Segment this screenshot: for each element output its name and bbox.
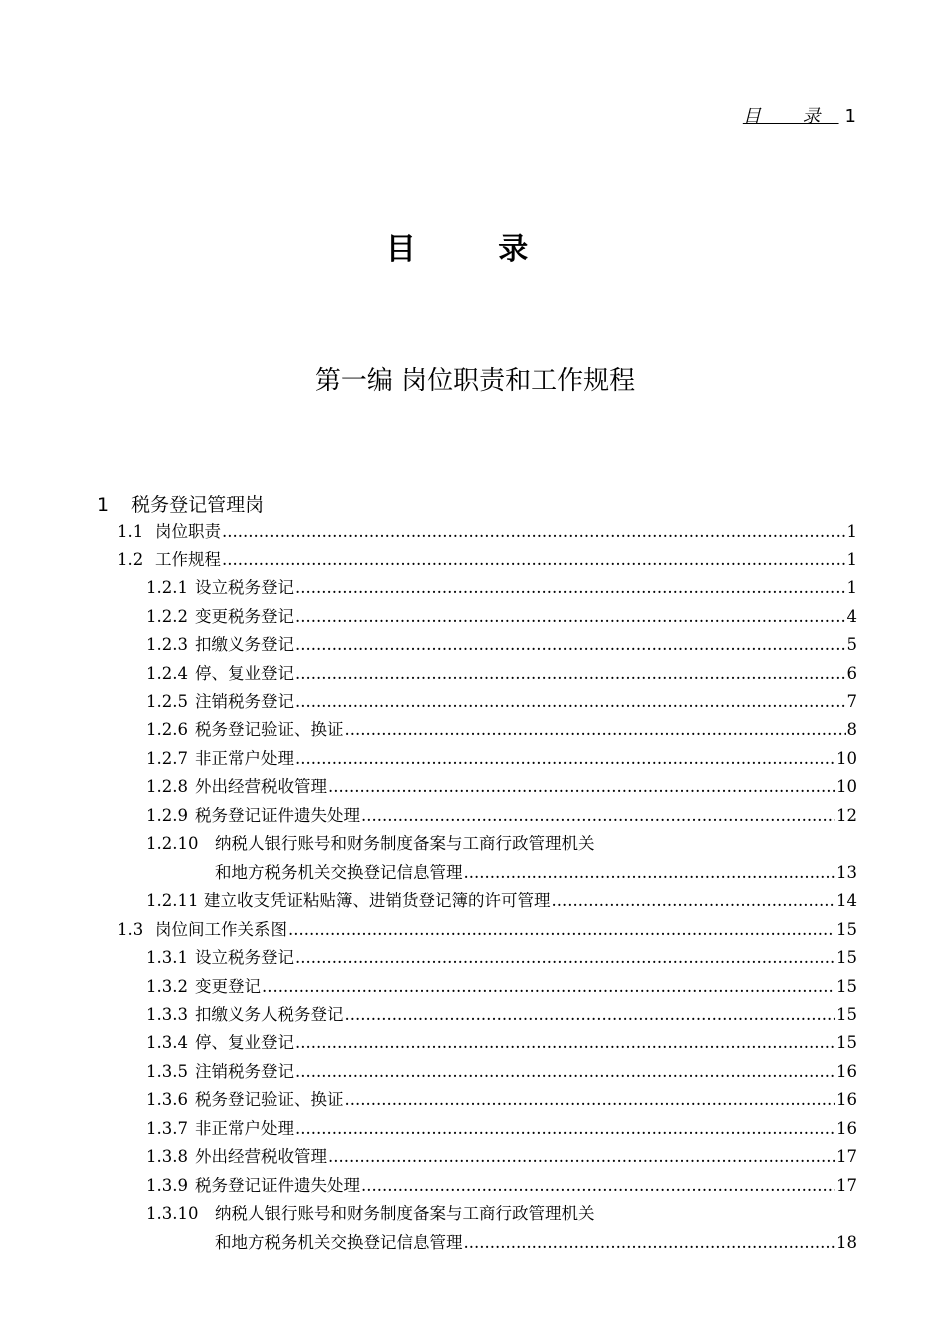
toc-leader: [552, 887, 836, 915]
toc-entry-title: 扣缴义务登记: [195, 635, 294, 654]
toc-entry-number: 1.3.7: [146, 1119, 188, 1138]
toc-entry-title: 设立税务登记: [195, 948, 294, 967]
toc-entry-page: 15: [836, 920, 857, 939]
toc-entry[interactable]: [117, 916, 857, 944]
toc-entry-number: 1.3.9: [146, 1176, 188, 1195]
chapter-number: 1: [97, 494, 110, 516]
toc-entry-title: 和地方税务机关交换登记信息管理: [215, 863, 463, 882]
toc-entry[interactable]: [146, 1200, 595, 1228]
toc-entry-page: 14: [836, 891, 857, 910]
toc-entry-page: 13: [836, 863, 857, 882]
toc-entry[interactable]: [146, 603, 857, 631]
toc-entry-number: 1.2: [117, 550, 144, 569]
toc-entry[interactable]: [146, 631, 857, 659]
toc-entry[interactable]: [146, 802, 857, 830]
toc-entry-page: 15: [836, 977, 857, 996]
toc-entry[interactable]: [117, 546, 857, 574]
toc-entry-number: 1.2.9: [146, 806, 188, 825]
toc-entry[interactable]: [146, 1001, 857, 1029]
toc-leader: [464, 1229, 836, 1257]
toc-entry[interactable]: [146, 1058, 857, 1086]
toc-entry-number: 1.2.4: [146, 664, 188, 683]
toc-entry[interactable]: [146, 830, 595, 858]
toc-entry-title: 工作规程: [155, 550, 221, 569]
toc-leader: [295, 1115, 835, 1143]
toc-entry-number: 1.2.3: [146, 635, 188, 654]
toc-leader: [295, 574, 846, 602]
toc-entry-title: 注销税务登记: [195, 692, 294, 711]
toc-entry-page: 15: [836, 1033, 857, 1052]
toc-entry-title: 设立税务登记: [195, 578, 294, 597]
toc-entry-title: 纳税人银行账号和财务制度备案与工商行政管理机关: [215, 1204, 595, 1223]
toc-entry[interactable]: [146, 660, 857, 688]
toc-entry-page: 15: [836, 1005, 857, 1024]
toc-entry-continuation[interactable]: [215, 859, 857, 887]
toc-entry-number: 1.2.10: [146, 834, 199, 853]
toc-leader: [295, 660, 846, 688]
toc-entry-number: 1.2.7: [146, 749, 188, 768]
toc-entry[interactable]: [146, 973, 857, 1001]
toc-entry[interactable]: [117, 518, 857, 546]
toc-leader: [345, 716, 846, 744]
toc-entry-number: 1.3.10: [146, 1204, 199, 1223]
toc-entry-title: 纳税人银行账号和财务制度备案与工商行政管理机关: [215, 834, 595, 853]
toc-entry-page: 17: [836, 1147, 857, 1166]
toc-entry-page: 15: [836, 948, 857, 967]
toc-entry-number: 1.2.1: [146, 578, 188, 597]
toc-entry-number: 1.3.2: [146, 977, 188, 996]
toc-entry-page: 10: [836, 749, 857, 768]
toc-leader: [295, 688, 846, 716]
toc-entry-title: 扣缴义务人税务登记: [195, 1005, 344, 1024]
toc-entry-number: 1.3.8: [146, 1147, 188, 1166]
toc-entry-page: 10: [836, 777, 857, 796]
toc-entry-number: 1.3.4: [146, 1033, 188, 1052]
toc-leader: [361, 802, 835, 830]
toc-entry[interactable]: [146, 1172, 857, 1200]
toc-entry-page: 18: [836, 1233, 857, 1252]
toc-entry[interactable]: [146, 944, 857, 972]
toc-entry-number: 1.2.5: [146, 692, 188, 711]
toc-entry-number: 1.3.6: [146, 1090, 188, 1109]
toc-entry-title: 和地方税务机关交换登记信息管理: [215, 1233, 463, 1252]
chapter-heading: [97, 490, 264, 517]
toc-entry-page: 1: [846, 550, 857, 569]
toc-entry-page: 17: [836, 1176, 857, 1195]
toc-entry[interactable]: [146, 773, 857, 801]
toc-leader: [295, 745, 835, 773]
toc-entry-title: 建立收支凭证粘贴簿、进销货登记簿的许可管理: [204, 891, 551, 910]
toc-entry-title: 税务登记验证、换证: [195, 1090, 344, 1109]
toc-entry-number: 1.2.11: [146, 891, 199, 910]
toc-entry-title: 税务登记证件遗失处理: [195, 806, 360, 825]
toc-entry-title: 注销税务登记: [195, 1062, 294, 1081]
toc-entry-title: 停、复业登记: [195, 664, 294, 683]
toc-leader: [361, 1172, 835, 1200]
toc-entry[interactable]: [146, 745, 857, 773]
toc-entry-title: 税务登记验证、换证: [195, 720, 344, 739]
page-title: 目 录: [385, 232, 565, 267]
toc-entry-title: 外出经营税收管理: [195, 1147, 327, 1166]
toc-entry-page: 1: [846, 578, 857, 597]
toc-leader: [288, 916, 835, 944]
toc-entry-number: 1.3: [117, 920, 144, 939]
toc-entry-page: 16: [836, 1062, 857, 1081]
toc-entry-number: 1.2.6: [146, 720, 188, 739]
toc-entry[interactable]: [146, 574, 857, 602]
toc-entry-number: 1.3.1: [146, 948, 188, 967]
toc-entry-title: 岗位职责: [155, 522, 221, 541]
running-header-title: 目 录: [742, 106, 839, 127]
toc-entry-page: 16: [836, 1119, 857, 1138]
part-title: 第一编 岗位职责和工作规程: [314, 366, 636, 396]
toc-entry-title: 变更登记: [195, 977, 261, 996]
running-header: [700, 102, 856, 128]
toc-entry-continuation[interactable]: [215, 1229, 857, 1257]
toc-leader: [295, 1058, 835, 1086]
toc-leader: [328, 773, 835, 801]
toc-entry[interactable]: [146, 1029, 857, 1057]
toc-leader: [345, 1086, 836, 1114]
toc-leader: [295, 631, 846, 659]
toc-leader: [295, 1029, 835, 1057]
toc-entry-page: 12: [836, 806, 857, 825]
toc-entry-number: 1.3.5: [146, 1062, 188, 1081]
toc-leader: [295, 944, 835, 972]
toc-entry-title: 非正常户处理: [195, 1119, 294, 1138]
toc-entry-page: 5: [846, 635, 857, 654]
toc-entry-title: 外出经营税收管理: [195, 777, 327, 796]
running-header-page: 1: [844, 106, 856, 127]
toc-entry[interactable]: [146, 1143, 857, 1171]
toc-entry-number: 1.2.2: [146, 607, 188, 626]
toc-entry-number: 1.2.8: [146, 777, 188, 796]
toc-leader: [328, 1143, 835, 1171]
chapter-title: 税务登记管理岗: [131, 494, 265, 516]
toc-entry-title: 税务登记证件遗失处理: [195, 1176, 360, 1195]
toc-entry-number: 1.1: [117, 522, 144, 541]
toc-entry-page: 6: [846, 664, 857, 683]
toc-entry-number: 1.3.3: [146, 1005, 188, 1024]
toc-entry[interactable]: [146, 1086, 857, 1114]
toc-entry-page: 1: [846, 522, 857, 541]
toc-entry-page: 7: [846, 692, 857, 711]
toc-entry-page: 8: [846, 720, 857, 739]
toc-entry-page: 4: [846, 607, 857, 626]
toc-leader: [262, 973, 835, 1001]
toc-entry-title: 变更税务登记: [195, 607, 294, 626]
toc-entry-title: 岗位间工作关系图: [155, 920, 287, 939]
toc-leader: [295, 603, 846, 631]
toc-entry[interactable]: [146, 688, 857, 716]
toc-leader: [345, 1001, 836, 1029]
toc-entry-title: 停、复业登记: [195, 1033, 294, 1052]
toc-entry-page: 16: [836, 1090, 857, 1109]
toc-entry-title: 非正常户处理: [195, 749, 294, 768]
toc-leader: [222, 546, 846, 574]
toc-leader: [222, 518, 846, 546]
toc-entry[interactable]: [146, 716, 857, 744]
toc-entry[interactable]: [146, 887, 857, 915]
toc-entry[interactable]: [146, 1115, 857, 1143]
toc-leader: [464, 859, 836, 887]
